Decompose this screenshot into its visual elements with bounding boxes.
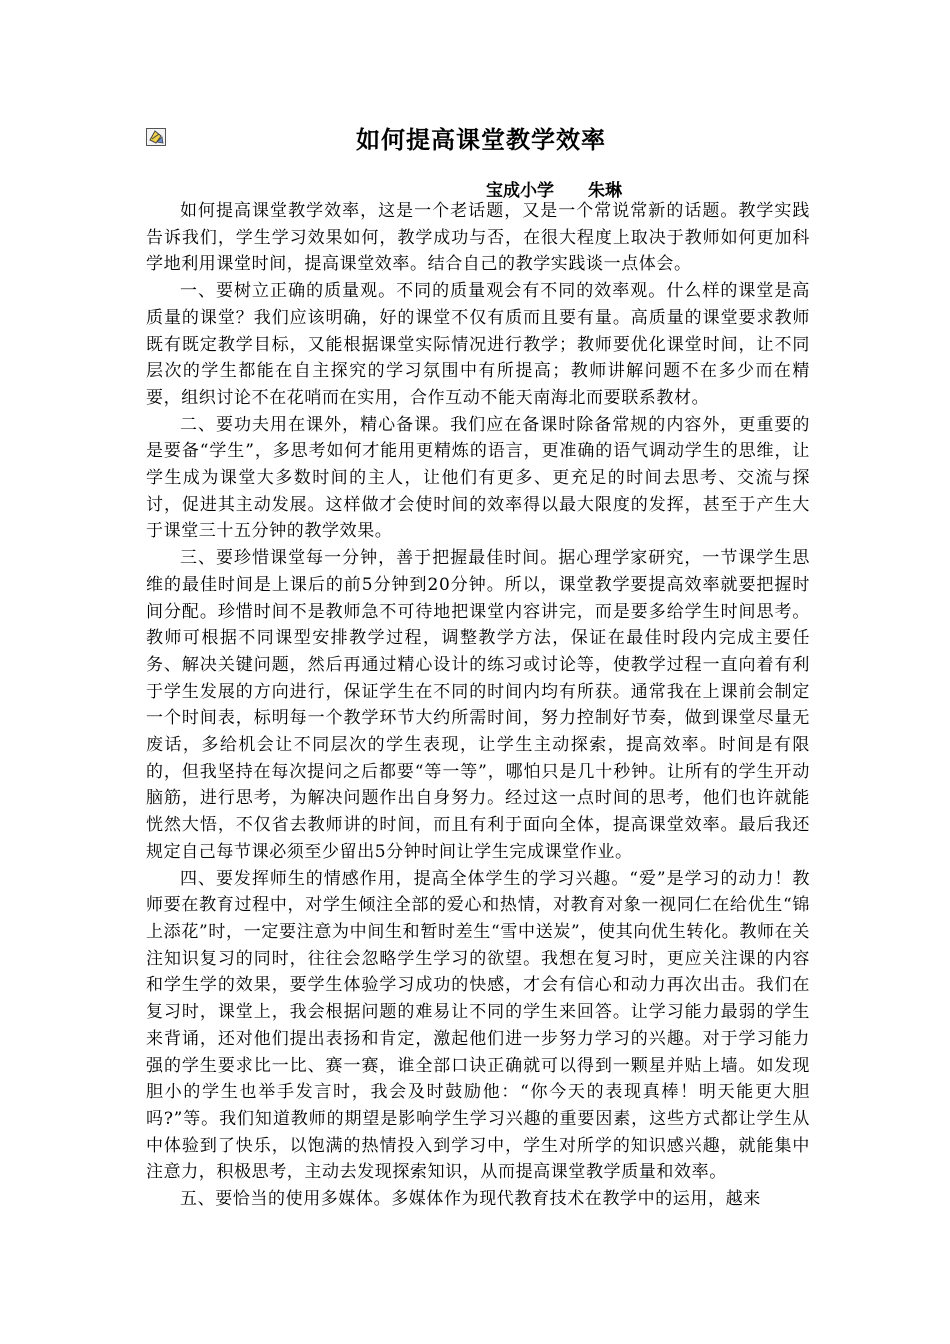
article-body <box>146 198 810 1213</box>
paragraph-section-3: 三、要珍惜课堂每一分钟，善于把握最佳时间。据心理学家研究，一节课学生思维的最佳时间是上课后的前5分钟到20分钟。所以，课堂教学要提高效率就要把握时间分配。珍惜时间不是教师急不可待地把课堂内容讲完，而是要多给学生时间思考。教师可根据不同课型安排教学过程，调整教学方法，保证在最佳时段内完成主要任务、解决关键问题，然后再通过精心设计的练习或讨论等，使教学过程一直向着有利于学生发展的方向进行，保证学生在不同的时间内均有所获。通常我在上课前会制定一个时间表，标明每一个教学环节大约所需时间，努力控制好节奏，做到课堂尽量无废话，多给机会让不同层次的学生表现，让学生主动探索，提高效率。时间是有限的，但我坚持在每次提问之后都要“等一等”，哪怕只是几十秒钟。让所有的学生开动脑筋，进行思考，为解决问题作出自身努力。经过这一点时间的思考，他们也许就能恍然大悟，不仅省去教师讲的时间，而且有利于面向全体，提高课堂效率。最后我还规定自己每节课必须至少留出5分钟时间让学生完成课堂作业。 <box>146 548 810 862</box>
page-title: 如何提高课堂教学效率 <box>356 125 606 154</box>
paragraph-section-2: 二、要功夫用在课外，精心备课。我们应在备课时除备常规的内容外，更重要的是要备“学生”，多思考如何才能用更精炼的语言，更准确的语气调动学生的思维，让学生成为课堂大多数时间的主人，让他们有更多、更充足的时间去思考、交流与探讨，促进其主动发展。这样做才会使时间的效率得以最大限度的发挥，甚至于产生大于课堂三十五分钟的教学效果。 <box>146 414 810 542</box>
paragraph-section-4: 四、要发挥师生的情感作用，提高全体学生的学习兴趣。“爱”是学习的动力！教师要在教育过程中，对学生倾注全部的爱心和热情，对教育对象一视同仁在给优生“锦上添花”时，一定要注意为中间生和暂时差生“雪中送炭”，使其向优生转化。教师在关注知识复习的同时，往往会忽略学生学习的欲望。我想在复习时，更应关注课的内容和学生学的效果，要学生体验学习成功的快感，才会有信心和动力再次出击。我们在复习时，课堂上，我会根据问题的难易让不同的学生来回答。让学习能力最弱的学生来背诵，还对他们提出表扬和肯定，激起他们进一步努力学习的兴趣。对于学习能力强的学生要求比一比、赛一赛，谁全部口诀正确就可以得到一颗星并贴上墙。如发现胆小的学生也举手发言时，我会及时鼓励他：“你今天的表现真棒！明天能更大胆吗?”等。我们知道教师的期望是影响学生学习兴趣的重要因素，这些方式都让学生从中体验到了快乐，以饱满的热情投入到学习中，学生对所学的知识感兴趣，就能集中注意力，积极思考，主动去发现探索知识，从而提高课堂教学质量和效率。 <box>146 868 810 1183</box>
author-byline: 宝成小学 朱琳 <box>486 181 622 201</box>
paragraph-section-1: 一、要树立正确的质量观。不同的质量观会有不同的效率观。什么样的课堂是高质量的课堂？我们应该明确，好的课堂不仅有质而且要有量。高质量的课堂要求教师既有既定教学目标，又能根据课堂实际情况进行教学；教师要优化课堂时间，让不同层次的学生都能在自主探究的学习氛围中有所提高；教师讲解问题不在多少而在精要，组织讨论不在花哨而在实用，合作互动不能天南海北而要联系教材。 <box>146 281 810 408</box>
paragraph-intro: 如何提高课堂教学效率，这是一个老话题，又是一个常说常新的话题。教学实践告诉我们，学生学习效果如何，教学成功与否，在很大程度上取决于教师如何更加科学地利用课堂时间，提高课堂效率。结合自己的教学实践谈一点体会。 <box>146 201 810 275</box>
paragraph-section-5: 五、要恰当的使用多媒体。多媒体作为现代教育技术在教学中的运用，越来 <box>180 1189 761 1210</box>
